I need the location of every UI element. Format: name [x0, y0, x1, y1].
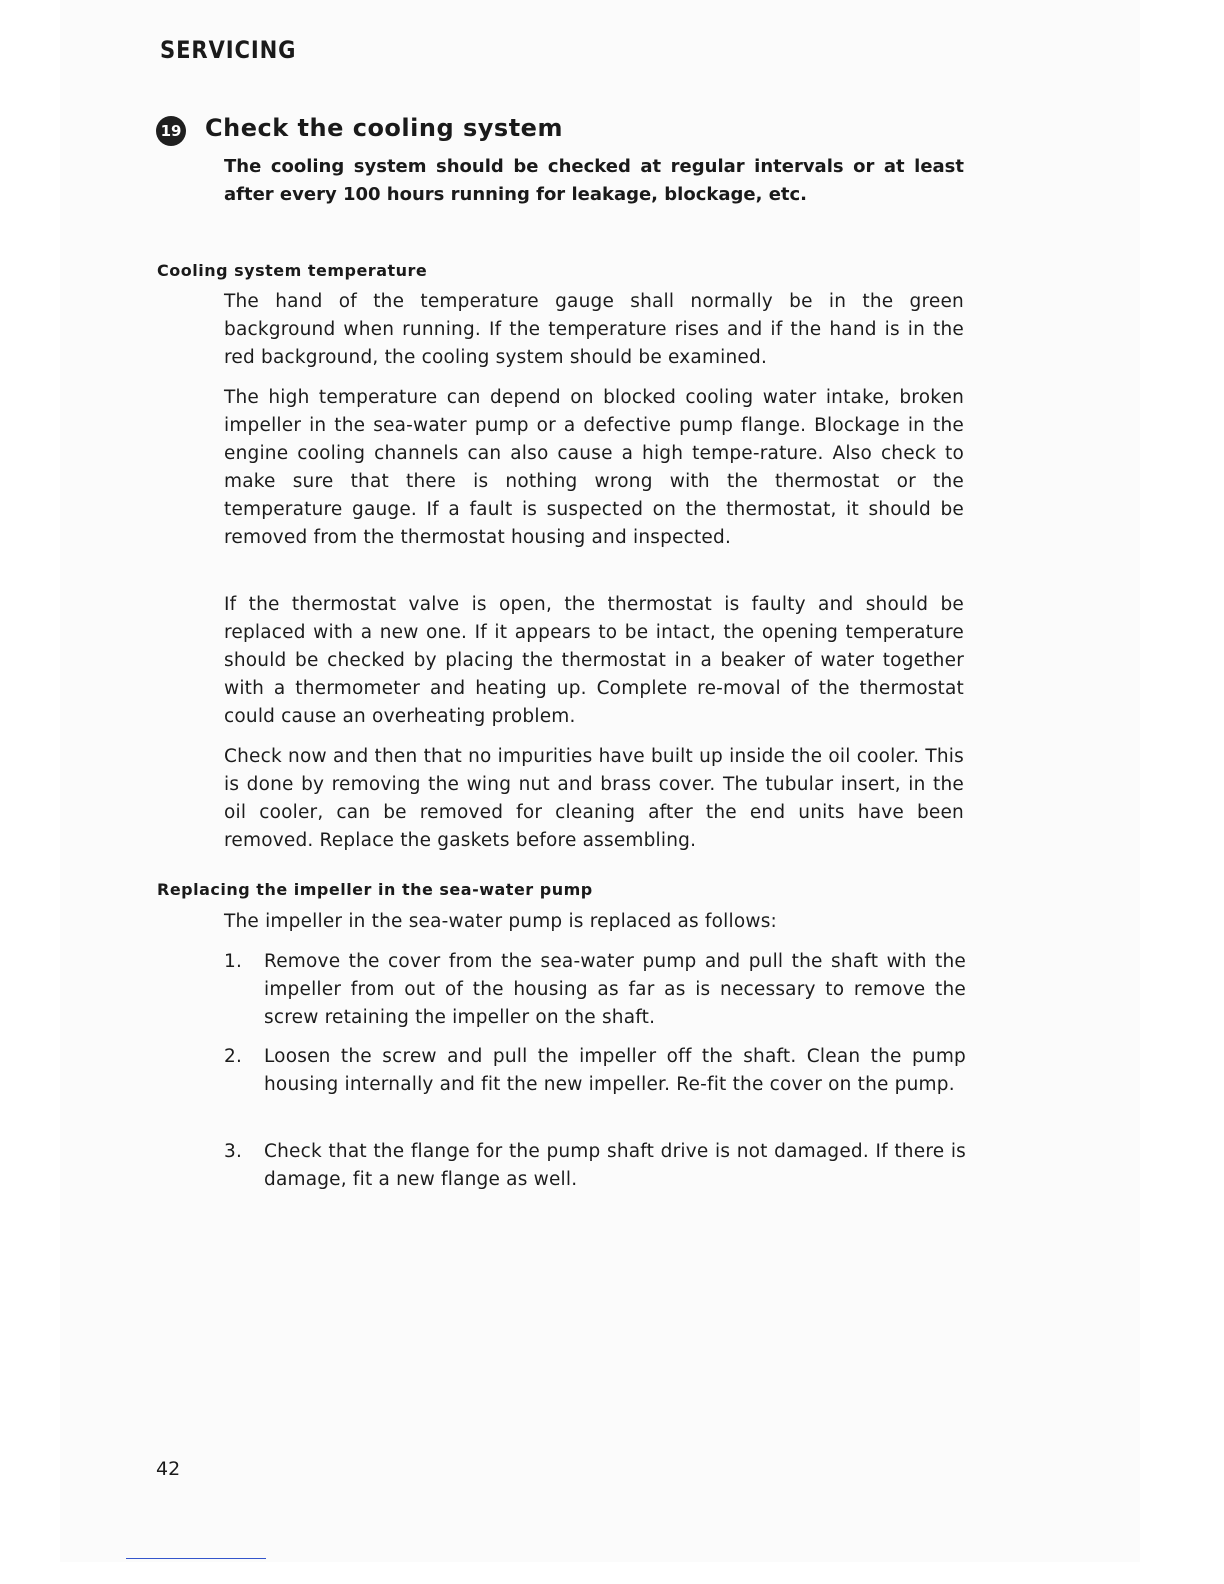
step-text: Check that the flange for the pump shaft drive is not damaged. If there is damage, fit a new flange as well. — [264, 1141, 966, 1190]
list-item — [224, 948, 966, 1032]
page-header: SERVICING — [160, 36, 297, 64]
step-number: 3. — [224, 1141, 243, 1162]
step-number: 1. — [224, 951, 243, 972]
subheading-replacing-impeller: Replacing the impeller in the sea-water pump — [157, 880, 593, 899]
paragraph-thermostat-check: If the thermostat valve is open, the thermostat is faulty and should be replaced with a new one. If it appears to be intact, the opening temperature should be checked by placing the thermostat in a beaker of water together with a thermometer and heating up. Complete re-moval of the thermostat could cause an overheating problem. — [224, 594, 964, 727]
list-item — [224, 1043, 966, 1099]
footer-divider — [126, 1558, 266, 1559]
paragraph-impeller-intro: The impeller in the sea-water pump is replaced as follows: — [224, 911, 777, 932]
step-text: Remove the cover from the sea-water pump and pull the shaft with the impeller from out of the housing as far as is necessary to remove the screw retaining the impeller on the shaft. — [264, 951, 966, 1028]
paragraph-oil-cooler: Check now and then that no impurities have built up inside the oil cooler. This is done by removing the wing nut and brass cover. The tubular insert, in the oil cooler, can be removed for cleaning after the end units have been removed. Replace the gaskets before assembling. — [224, 746, 964, 851]
step-text: Loosen the screw and pull the impeller off the shaft. Clean the pump housing internally and fit the new impeller. Re-fit the cover on the pump. — [264, 1046, 966, 1095]
section-intro: The cooling system should be checked at regular intervals or at least after every 100 hours running for leakage, blockage, etc. — [224, 156, 964, 205]
section-title: Check the cooling system — [205, 114, 563, 142]
step-number: 2. — [224, 1046, 243, 1067]
paragraph-temperature-gauge: The hand of the temperature gauge shall normally be in the green background when running. If the temperature rises and if the hand is in the red background, the cooling system should be examined. — [224, 291, 964, 368]
paragraph-high-temperature-causes: The high temperature can depend on blocked cooling water intake, broken impeller in the sea-water pump or a defective pump flange. Blockage in the engine cooling channels can also cause a high tempe-rature. Also check to make sure that there is nothing wrong with the thermostat or the temperature gauge. If a fault is suspected on the thermostat, it should be removed from the thermostat housing and inspected. — [224, 387, 964, 548]
page-number: 42 — [156, 1458, 181, 1480]
section-number-badge: 19 — [156, 116, 186, 146]
subheading-cooling-temperature: Cooling system temperature — [157, 261, 428, 280]
list-item — [224, 1138, 966, 1194]
